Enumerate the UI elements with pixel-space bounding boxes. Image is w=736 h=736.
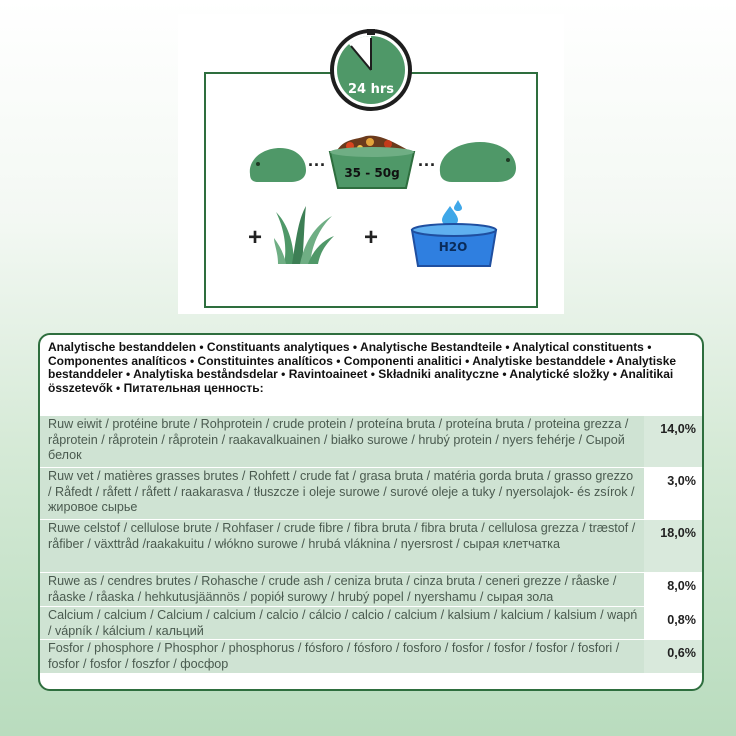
constituent-value: 3,0%	[644, 468, 702, 519]
guinea-pig-left-icon	[244, 144, 310, 184]
constituent-name: Fosfor / phosphore / Phosphor / phosphorus / fósforo / fósforo / fosforo / fosfor / fosfor / fosfor / fosfori / fosfor / fosfor / foszfor / фосфор	[40, 640, 644, 673]
constituent-value: 14,0%	[644, 416, 702, 467]
table-row	[40, 467, 702, 519]
table-row	[40, 519, 702, 572]
analytical-constituents-panel	[38, 333, 704, 691]
table-row	[40, 606, 702, 639]
water-label: H2O	[438, 240, 468, 254]
constituent-name: Ruwe celstof / cellulose brute / Rohfaser / crude fibre / fibra bruta / fibra bruta / cellulosa grezza / træstof / råfiber / växttråd /raakakuitu / włókno surowe / hrubá vláknina / nyersrost / сырая клетчатка	[40, 520, 644, 572]
grass-icon	[274, 204, 336, 266]
plus-sign-1: +	[248, 224, 263, 251]
table-row	[40, 572, 702, 606]
guinea-pig-right-icon	[436, 138, 520, 184]
table-row	[40, 639, 702, 673]
analysis-header: Analytische bestanddelen • Constituants analytiques • Analytische Bestandteile • Analytical constituents • Componentes analíticos • Constituintes analíticos • Componenti analitici • Analytiske bestanddele • Analytiske bestanddeler • Analytiska beståndsdelar • Ravintoaineet • Składniki analityczne • Analytické složky • Analitikai összetevők • Питательная ценность:	[48, 340, 677, 395]
dots-right: ...	[418, 150, 437, 170]
constituent-name: Ruw vet / matières grasses brutes / Rohfett / crude fat / grasa bruta / matéria gorda bruta / grasso grezzo / Råfedt / råfett / råfett / raakarasva / tłuszcze i oleje surowe / surové oleje a tuky / nyersolajok- és zsírok / жировое сырье	[40, 468, 644, 519]
plus-sign-2: +	[364, 224, 379, 251]
constituent-name: Calcium / calcium / Calcium / calcium / calcio / cálcio / calcio / calcium / kalsium / kalcium / kalsium / wapń / vápník / kálcium / кальций	[40, 607, 644, 639]
food-amount-label: 35 - 50g	[344, 166, 400, 180]
constituent-value: 8,0%	[644, 573, 702, 606]
water-bowl-icon	[404, 200, 504, 270]
dots-left: ...	[308, 150, 327, 170]
analysis-rows	[40, 415, 702, 673]
food-bowl-icon	[326, 132, 418, 196]
constituent-name: Ruwe as / cendres brutes / Rohasche / crude ash / ceniza bruta / cinza bruta / ceneri grezze / råaske / råaske / råaska / hehkutusjäännös / popiół surowy / hrubý popel / nyershamu / сырая зола	[40, 573, 644, 606]
constituent-value: 18,0%	[644, 520, 702, 572]
clock-label: 24 hrs	[347, 82, 395, 97]
constituent-name: Ruw eiwit / protéine brute / Rohprotein / crude protein / proteína bruta / proteína bruta / proteina grezza / råprotein / råprotein / råprotein / raakavalkuainen / białko surowe / hrubý protein / nyers fehérje / Сырой белок	[40, 416, 644, 467]
constituent-value: 0,8%	[644, 607, 702, 639]
clock-icon	[329, 28, 413, 112]
feeding-illustration	[178, 14, 564, 314]
constituent-value: 0,6%	[644, 640, 702, 673]
table-row	[40, 415, 702, 467]
